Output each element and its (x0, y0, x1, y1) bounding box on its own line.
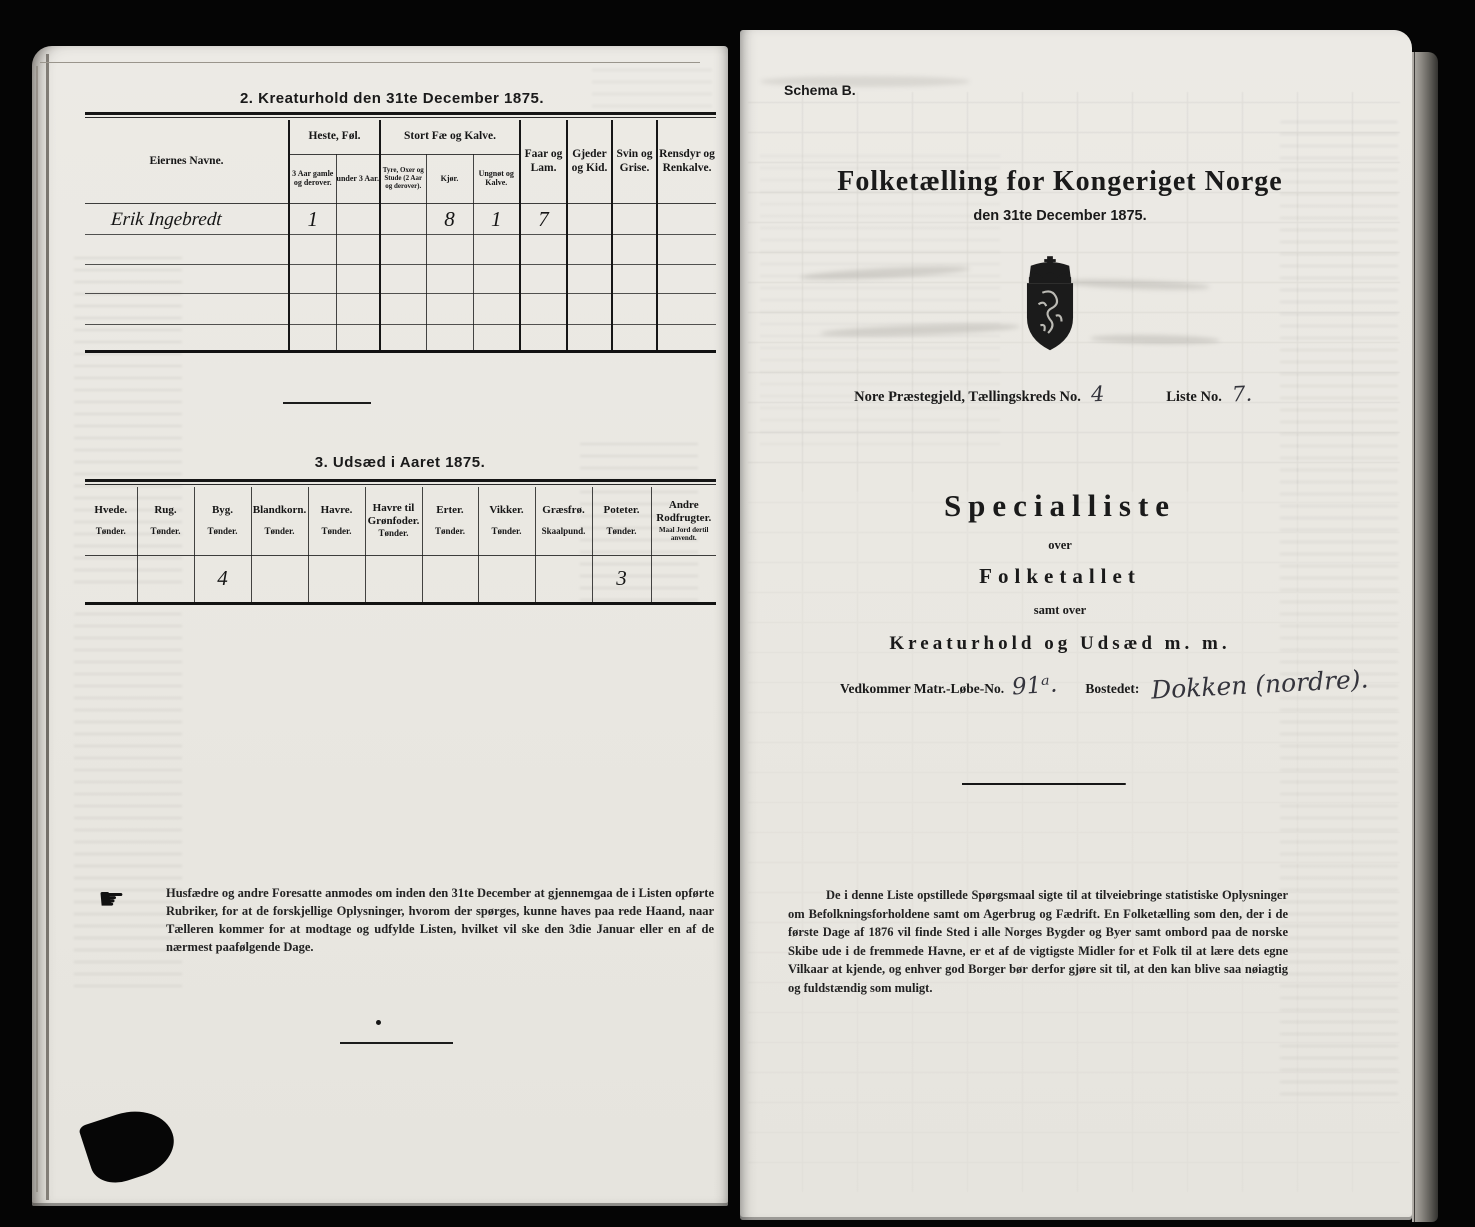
empty-cell (336, 235, 380, 265)
empty-cell (426, 325, 473, 352)
col-header-svin: Svin og Grise. (612, 120, 657, 204)
crop-unit: Skaalpund. (541, 526, 586, 537)
crop-unit: Tønder. (491, 526, 522, 537)
crop-name: Vikker. (489, 504, 524, 517)
empty-cell (137, 555, 194, 603)
section3-title: 3. Udsæd i Aaret 1875. (314, 454, 486, 471)
col-header-blandkorn (251, 487, 308, 555)
empty-cell (651, 555, 716, 603)
crop-name: Poteter. (603, 504, 640, 517)
entry-byg: 4 (194, 555, 251, 603)
crop-name: Erter. (436, 504, 464, 517)
empty-cell (380, 294, 426, 325)
crop-name: Byg. (211, 504, 234, 517)
empty-cell (612, 294, 657, 325)
empty-cell (473, 265, 520, 294)
col-header-kjoer: Kjør. (426, 155, 473, 204)
col-header-heste-under3: under 3 Aar. (336, 155, 380, 204)
col-group-heste: Heste, Føl. (289, 120, 380, 155)
empty-cell (657, 325, 716, 352)
empty-cell (426, 294, 473, 325)
matrikkel-line (840, 664, 1400, 705)
empty-cell (473, 235, 520, 265)
empty-cell (567, 294, 612, 325)
owner-name-entry: Erik Ingebredt (84, 204, 290, 235)
crop-name: Rug. (154, 504, 177, 517)
empty-cell (612, 235, 657, 265)
empty-cell (380, 235, 426, 265)
heading-folketallet: Folketallet (979, 564, 1141, 588)
col-header-erter (422, 487, 478, 555)
entry-faar: 7 (520, 204, 567, 235)
left-page (32, 46, 728, 1206)
district-prefix: Nore Præstegjeld, Tællingskreds No. (854, 389, 1081, 405)
crop-unit: Tønder. (207, 526, 238, 537)
entry-tyre (380, 204, 426, 235)
empty-cell (473, 294, 520, 325)
crop-unit: Tønder. (378, 528, 409, 539)
empty-cell (85, 294, 289, 325)
crop-unit: Tønder. (321, 526, 352, 537)
crop-unit: Tønder. (150, 526, 181, 537)
empty-cell (85, 265, 289, 294)
section2-title: 2. Kreaturhold den 31te December 1875. (239, 90, 545, 107)
crop-unit: Tønder. (264, 526, 295, 537)
heading-over: over (1048, 538, 1072, 552)
ghost-handwriting (1090, 334, 1220, 345)
empty-cell (365, 555, 422, 603)
empty-cell (520, 265, 567, 294)
crop-unit: Tønder. (95, 526, 126, 537)
entry-poteter: 3 (592, 555, 651, 603)
manicule-icon: ☛ (98, 882, 125, 917)
empty-cell (380, 265, 426, 294)
empty-cell (289, 294, 336, 325)
entry-kjoer: 8 (426, 204, 473, 235)
entry-rensdyr (657, 204, 716, 235)
empty-cell (85, 325, 289, 352)
empty-cell (657, 235, 716, 265)
empty-cell (308, 555, 365, 603)
col-header-poteter (592, 487, 651, 555)
page-subtitle: den 31te December 1875. (973, 208, 1147, 224)
col-header-hvede (85, 487, 137, 555)
crop-name: Havre til Grønfoder. (367, 502, 420, 527)
empty-cell (612, 325, 657, 352)
crop-name: Hvede. (94, 504, 128, 517)
empty-cell (426, 235, 473, 265)
empty-cell (85, 555, 137, 603)
empty-cell (657, 294, 716, 325)
page-edge-curl (1412, 52, 1438, 1222)
col-header-tyre: Tyre, Oxer og Stude (2 Aar og derover). (380, 155, 426, 204)
col-group-stort-fae: Stort Fæ og Kalve. (380, 120, 520, 155)
empty-cell (567, 235, 612, 265)
heading-specialliste: Specialliste (943, 488, 1177, 523)
empty-cell (380, 325, 426, 352)
heading-samt-over: samt over (1033, 603, 1087, 617)
ghost-handwriting (820, 322, 1020, 339)
col-header-faar: Faar og Lam. (520, 120, 567, 204)
empty-cell (473, 325, 520, 352)
matr-label: Vedkommer Matr.-Løbe-No. (840, 681, 1005, 696)
table-top-rule (85, 479, 716, 482)
info-paragraph: De i denne Liste opstillede Spørgsmaal sigte til at tilveiebringe statistiske Oplysninger om Befolkningsforholdene samt om Agerbrug og Fædrift. En Folketælling som den, der i de første Dage af 1876 vil finde Sted i alle Norges Bygder og Byer samt ombord paa de norske Skibe ude i de fremmede Havne, er et af de vigtigste Midler for et Folk til at lære dets egne Vilkaar at kjende, og enhver god Borger bør derfor gjøre sit til, at den kan blive saa nøiagtig og fuldstændig som muligt. (788, 888, 1288, 995)
liste-label: Liste No. (1166, 389, 1222, 405)
footnote-text: Husfædre og andre Foresatte anmodes om inden den 31te December at gjennemgaa de i Listen opførte Rubriker, for at de forskjellige Oplysninger, hvorom der spørges, kunne haves paa rede Haand, naar Tælleren kommer for at modtage og udfylde Listen, hvilket vil ske den 3die Januar eller en af de nærmest paafølgende Dage. (166, 886, 714, 954)
crop-unit: Maal Jord dertil anvendt. (659, 526, 709, 543)
entry-heste-under3 (336, 204, 380, 235)
col-header-graesfroe (535, 487, 592, 555)
tellingskreds-number-entry: 4 (1090, 381, 1105, 407)
crop-unit: Tønder. (606, 526, 637, 537)
empty-cell (426, 265, 473, 294)
empty-cell (520, 235, 567, 265)
empty-cell (336, 265, 380, 294)
bosted-entry: Dokken (nordre). (1150, 664, 1370, 705)
kreaturhold-table (85, 120, 716, 353)
empty-cell (520, 325, 567, 352)
col-header-ungnoet: Ungnøt og Kalve. (473, 155, 520, 204)
col-header-vikker (478, 487, 535, 555)
coat-of-arms-icon (1002, 256, 1098, 362)
col-header-andre-rodfrugter (651, 487, 716, 555)
liste-number-entry: 7. (1231, 381, 1253, 407)
empty-cell (289, 265, 336, 294)
empty-cell (657, 265, 716, 294)
empty-cell (336, 325, 380, 352)
district-line (740, 382, 1380, 406)
crop-name: Blandkorn. (252, 504, 307, 517)
bosted-label: Bostedet: (1085, 681, 1140, 696)
empty-cell (422, 555, 478, 603)
divider-rule (962, 783, 1126, 785)
empty-cell (612, 265, 657, 294)
empty-cell (520, 294, 567, 325)
footnote (98, 884, 716, 956)
empty-cell (336, 294, 380, 325)
sheet-edge-line (40, 62, 700, 63)
crop-name: Græsfrø. (542, 504, 585, 517)
end-rule (340, 1042, 453, 1044)
matr-number-entry: 91ᵃ. (1011, 671, 1059, 701)
entry-svin (612, 204, 657, 235)
entry-heste-3aar: 1 (289, 204, 336, 235)
table-top-rule (85, 112, 716, 115)
col-header-rensdyr: Rensdyr og Renkalve. (657, 120, 716, 204)
empty-cell (567, 265, 612, 294)
page-title: Folketælling for Kongeriget Norge (837, 166, 1283, 197)
udsaed-table (85, 487, 716, 605)
crop-name: Havre. (320, 504, 353, 517)
empty-cell (85, 235, 289, 265)
empty-cell (567, 325, 612, 352)
empty-cell (289, 235, 336, 265)
crop-name: Andre Rodfrugter. (656, 499, 712, 524)
empty-cell (251, 555, 308, 603)
col-header-byg (194, 487, 251, 555)
ghost-handwriting (800, 264, 970, 283)
schema-label: Schema B. (784, 82, 856, 98)
heading-kreaturhold-udsaed: Kreaturhold og Udsæd m. m. (889, 633, 1231, 654)
col-header-gjeder: Gjeder og Kid. (567, 120, 612, 204)
col-header-eiernes-navne: Eiernes Navne. (85, 120, 289, 204)
list-heading (740, 488, 1380, 655)
col-header-heste-3aar: 3 Aar gamle og derover. (289, 155, 336, 204)
empty-cell (289, 325, 336, 352)
crop-unit: Tønder. (435, 526, 465, 537)
section-divider-rule (283, 402, 371, 404)
entry-ungnoet: 1 (473, 204, 520, 235)
col-header-havre-groenfoder (365, 487, 422, 555)
col-header-havre (308, 487, 365, 555)
entry-gjeder (567, 204, 612, 235)
col-header-rug (137, 487, 194, 555)
empty-cell (478, 555, 535, 603)
empty-cell (535, 555, 592, 603)
right-page (740, 30, 1412, 1220)
ink-dot (376, 1020, 381, 1025)
